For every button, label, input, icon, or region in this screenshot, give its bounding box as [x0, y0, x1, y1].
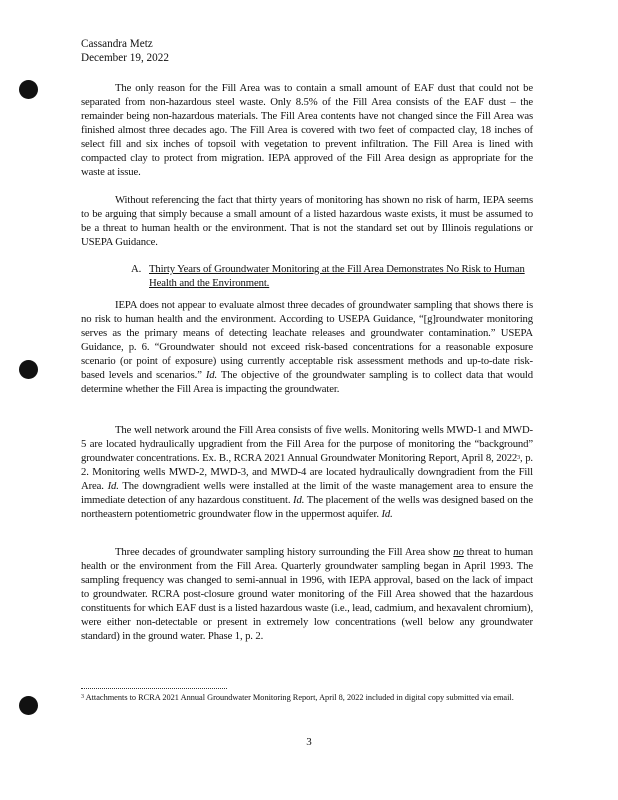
emphasis-no: no — [453, 546, 464, 558]
binder-hole — [19, 696, 38, 715]
paragraph-text: Without referencing the fact that thirty years of monitoring has shown no risk of harm, IEPA seems to be arguing that simply because a small amount of a listed hazardous waste exists, it must be assumed to be a threat to human health or the environment. That is not the standard set out by Illinois regulations or USEPA Guidance. — [81, 194, 533, 248]
footnote — [81, 692, 533, 703]
header-name: Cassandra Metz — [81, 38, 153, 50]
paragraph-text: The objective of the groundwater sampling is to collect data that would determine whether the Fill Area is impacting the groundwater. — [81, 369, 533, 395]
paragraph-text: The only reason for the Fill Area was to contain a small amount of EAF dust that could not be separated from non-hazardous steel waste. Only 8.5% of the Fill Area consists of the EAF dust – the remainder being non-hazardous materials. The Fill Area contents have not changed since the Fill Area was finished almost three decades ago. The Fill Area is covered with two feet of compacted clay, 18 inches of select fill and six inches of topsoil with vegetation to prevent infiltration. The Fill Area is lined with compacted clay to protect from migration. IEPA approved of the Fill Area design as appropriate for the waste at issue. — [81, 82, 533, 178]
section-heading — [131, 262, 533, 290]
footnote-reference[interactable]: 3 — [517, 455, 521, 461]
binder-hole — [19, 360, 38, 379]
section-letter: A. — [131, 263, 142, 275]
footnote-text: Attachments to RCRA 2021 Annual Groundwater Monitoring Report, April 8, 2022 included in digital copy submitted via email. — [84, 693, 514, 702]
paragraph-monitoring-standard — [81, 193, 533, 249]
paragraph-text: The downgradient wells were installed at the limit of the waste management area to ensure the immediate detection of any hazardous constituent. — [81, 480, 533, 506]
citation-id: Id. — [293, 494, 305, 506]
paragraph-text: The well network around the Fill Area consists of five wells. Monitoring wells MWD-1 and MWD-5 are located hydraulically upgradient from the Fill Area for the purpose of monitoring the “background” groundwater concentrations. Ex. B., RCRA 2021 Annual Groundwater Monitoring Report, April 8, 2022 — [81, 424, 533, 464]
paragraph-text: , p. 2. Monitoring wells MWD-2, MWD-3, and MWD-4 are located hydraulically downgradient from the Fill Area. — [81, 452, 533, 492]
footnote-separator — [81, 688, 227, 689]
citation-id: Id. — [107, 480, 119, 492]
paragraph-text: The placement of the wells was designed based on the northeastern potentiometric groundwater flow in the uppermost aquifer. — [81, 494, 533, 520]
paragraph-groundwater-sampling — [81, 298, 533, 396]
paragraph-text: threat to human health or the environment from the Fill Area. Quarterly groundwater sampling began in April 1993. The sampling frequency was changed to semi-annual in 1996, with IEPA approval, based on the lack of impact to groundwater. RCRA post-closure ground water monitoring of the Fill Area showed that the hazardous constituents for which EAF dust is a listed hazardous waste (i.e., lead, cadmium, and hexavalent chromium), were either non-detectable or present in extremely low concentrations (well below any groundwater standard) in the ground water. Phase 1, p. 2. — [81, 546, 534, 642]
binder-hole — [19, 80, 38, 99]
page-number: 3 — [306, 736, 312, 748]
section-title: Thirty Years of Groundwater Monitoring at the Fill Area Demonstrates No Risk to Human Health and the Environment. — [149, 263, 525, 289]
footnote-mark: 3 — [81, 694, 84, 700]
header-date: December 19, 2022 — [81, 52, 169, 64]
citation-id: Id. — [205, 369, 218, 381]
paragraph-sampling-history — [81, 545, 533, 643]
citation-id: Id. — [381, 508, 393, 520]
paragraph-text: IEPA does not appear to evaluate almost three decades of groundwater sampling that shows there is no risk to human health and the environment. According to USEPA Guidance, “[g]roundwater monitoring serves as the primary means of detecting leachate releases and groundwater contamination.” USEPA Guidance, p. 6. “Groundwater should not exceed risk-based concentrations for a reasonable exposure scenario (or point of exposure) using currently acceptable risk assessment methods and up-to-date risk-based levels and scenarios.” — [81, 299, 533, 381]
paragraph-fill-area — [81, 81, 533, 179]
paragraph-well-network — [81, 423, 533, 521]
paragraph-text: Three decades of groundwater sampling history surrounding the Fill Area show — [115, 546, 454, 558]
